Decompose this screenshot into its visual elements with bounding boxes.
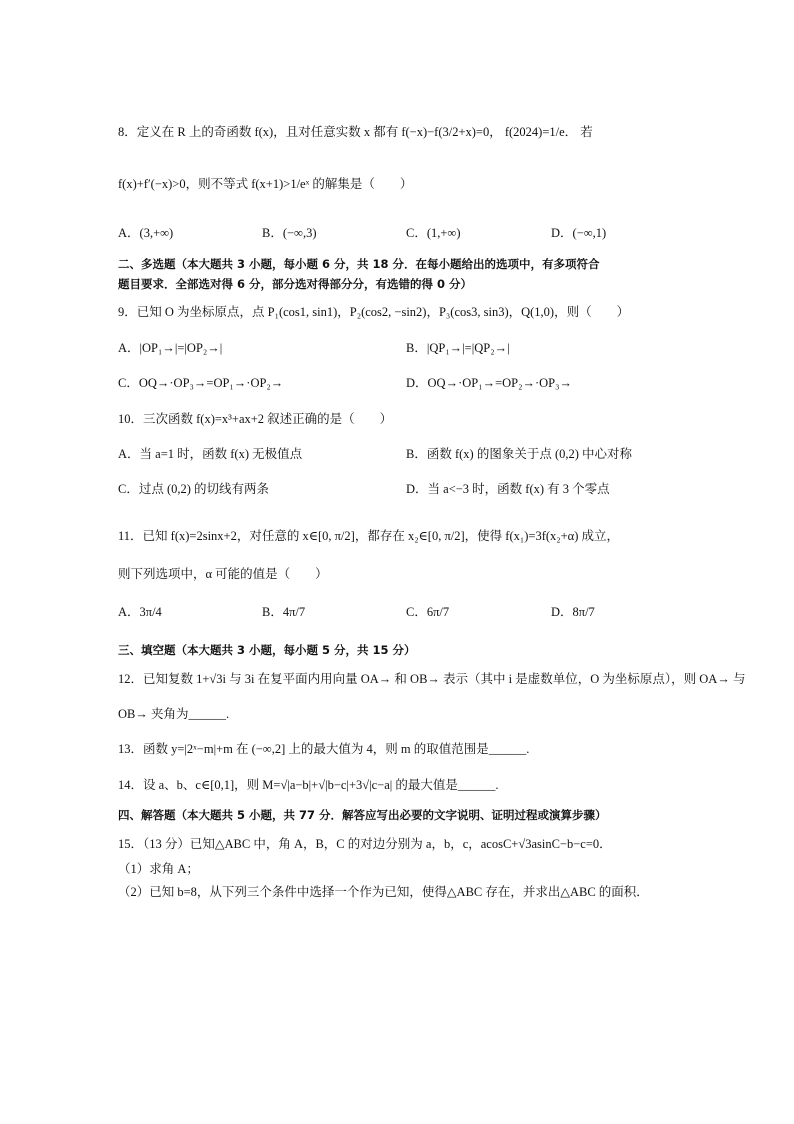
q11-stem-line2: 则下列选项中，α 可能的值是（ ） xyxy=(118,567,328,581)
q15-part2: （2）已知 b=8，从下列三个条件中选择一个作为已知，使得△ABC 存在，并求出△ABC 的面积． xyxy=(118,885,649,899)
section4-heading: 四、解答题（本大题共 5 小题，共 77 分．解答应写出必要的文字说明、证明过程或演算步骤） xyxy=(118,808,607,822)
q11-option-a: A．3π/4 xyxy=(118,605,162,619)
q11-stem-line1: 11．已知 f(x)=2sinx+2，对任意的 x∈[0, π/2]，都存在 x₂∈[0, π/2]，使得 f(x₁)=3f(x₂+α) 成立， xyxy=(118,529,620,543)
q9-option-a: A．|OP₁→|=|OP₂→| xyxy=(118,341,223,355)
q11-option-d: D．8π/7 xyxy=(551,605,595,619)
q10-option-d: D．当 a<−3 时，函数 f(x) 有 3 个零点 xyxy=(406,482,610,496)
q9-option-c: C．OQ→·OP₃→=OP₁→·OP₂→ xyxy=(118,376,284,390)
q8-stem-line1: 8．定义在 R 上的奇函数 f(x)，且对任意实数 x 都有 f(−x)−f(3/2+x)=0， f(2024)=1/e． 若 xyxy=(118,125,593,139)
q12-stem-line1: 12．已知复数 1+√3i 与 3i 在复平面内用向量 OA→ 和 OB→ 表示（其中 i 是虚数单位，O 为坐标原点），则 OA→ 与 xyxy=(118,672,746,686)
q8-option-b: B．(−∞,3) xyxy=(262,226,317,240)
q12-stem-line2: OB→ 夹角为______. xyxy=(118,707,230,721)
q10-option-c: C．过点 (0,2) 的切线有两条 xyxy=(118,482,270,496)
q9-option-d: D．OQ→·OP₁→=OP₂→·OP₃→ xyxy=(406,376,572,390)
q13-stem: 13．函数 y=|2ˣ−m|+m 在 (−∞,2] 上的最大值为 4，则 m 的取值范围是______. xyxy=(118,742,530,756)
q15-part1: （1）求角 A； xyxy=(118,862,199,876)
q9-stem: 9．已知 O 为坐标原点，点 P₁(cos1, sin1)，P₂(cos2, −sin2)，P₃(cos3, sin3)，Q(1,0)，则（ ） xyxy=(118,305,630,319)
q15-stem: 15．（13 分）已知△ABC 中，角 A，B，C 的对边分别为 a，b，c，acosC+√3asinC−b−c=0． xyxy=(118,837,612,851)
q10-option-b: B．函数 f(x) 的图象关于点 (0,2) 中心对称 xyxy=(406,447,633,461)
section2-heading-line1: 二、多选题（本大题共 3 小题，每小题 6 分，共 18 分．在每小题给出的选项中，有多项符合 xyxy=(118,257,600,271)
q8-option-c: C．(1,+∞) xyxy=(406,226,461,240)
q8-option-a: A．(3,+∞) xyxy=(118,226,174,240)
section3-heading: 三、填空题（本大题共 3 小题，每小题 5 分，共 15 分） xyxy=(118,643,416,657)
q10-option-a: A．当 a=1 时，函数 f(x) 无极值点 xyxy=(118,447,303,461)
q8-option-d: D．(−∞,1) xyxy=(551,226,607,240)
q8-stem-line2: f(x)+f′(−x)>0，则不等式 f(x+1)>1/eˣ 的解集是（ ） xyxy=(118,177,413,191)
q11-option-c: C．6π/7 xyxy=(406,605,450,619)
q14-stem: 14．设 a、b、c∈[0,1]，则 M=√|a−b|+√|b−c|+3√|c−a| 的最大值是______. xyxy=(118,778,499,792)
q9-option-b: B．|QP₁→|=|QP₂→| xyxy=(406,341,510,355)
q11-option-b: B．4π/7 xyxy=(262,605,306,619)
section2-heading-line2: 题目要求．全部选对得 6 分，部分选对得部分分，有选错的得 0 分） xyxy=(118,277,473,291)
q10-stem: 10．三次函数 f(x)=x³+ax+2 叙述正确的是（ ） xyxy=(118,412,393,426)
